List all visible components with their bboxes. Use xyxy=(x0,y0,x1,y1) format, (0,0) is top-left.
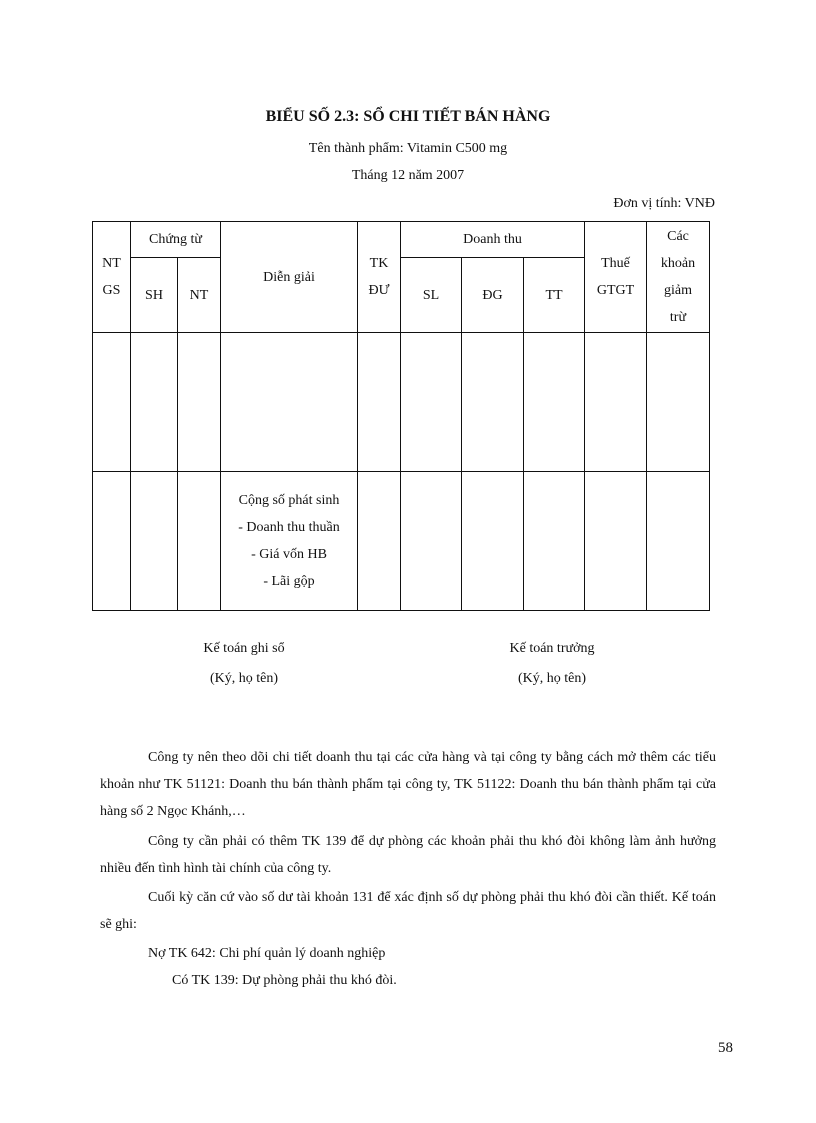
summary-row xyxy=(93,472,710,611)
signature-chief-accountant xyxy=(452,634,652,694)
journal-entry-credit: Có TK 139: Dự phòng phải thu khó đòi. xyxy=(172,973,397,988)
table-cell xyxy=(524,472,585,611)
table-cell xyxy=(93,333,131,472)
table-cell xyxy=(647,333,710,472)
paragraph-period-end-text: Cuối kỳ căn cứ vào số dư tài khoản 131 để xác định số dự phòng phải thu khó đòi cần thiết. Kế toán sẽ ghi: xyxy=(100,890,716,932)
summary-description xyxy=(221,472,358,611)
table-cell xyxy=(178,472,221,611)
product-name-line: Tên thành phẩm: Vitamin C500 mg xyxy=(308,141,508,156)
summary-net-revenue-label: - Doanh thu thuần xyxy=(238,520,340,535)
table-cell xyxy=(401,472,462,611)
paragraph-period-end xyxy=(100,884,716,938)
header-tk-du-line1: TK xyxy=(369,256,389,271)
header-nt-gs xyxy=(93,222,131,333)
header-sl: SL xyxy=(401,258,462,333)
summary-cogs-label: - Giá vốn HB xyxy=(251,547,327,562)
header-giam-tru-line4: trừ xyxy=(669,310,687,325)
header-tk-du-line2: ĐƯ xyxy=(368,283,390,298)
header-giam-tru-line2: khoản xyxy=(660,256,696,271)
table-cell xyxy=(462,333,524,472)
table-cell xyxy=(585,333,647,472)
header-dg: ĐG xyxy=(462,258,524,333)
sales-ledger-table xyxy=(92,221,710,611)
signature-bookkeeper-title: Kế toán ghi sổ xyxy=(203,641,285,656)
table-row xyxy=(93,333,710,472)
table-cell xyxy=(358,333,401,472)
document-title: BIỂU SỐ 2.3: SỔ CHI TIẾT BÁN HÀNG xyxy=(265,108,551,125)
table-cell xyxy=(221,333,358,472)
table-cell xyxy=(358,472,401,611)
summary-gross-profit-label: - Lãi gộp xyxy=(263,574,315,589)
table-cell xyxy=(647,472,710,611)
signature-chief-accountant-title: Kế toán trưởng xyxy=(509,641,595,656)
paragraph-revenue-tracking-text: Công ty nên theo dõi chi tiết doanh thu tại các cửa hàng và tại công ty bằng cách mở thêm các tiểu khoản như TK 51121: Doanh thu bán thành phẩm tại công ty, TK 51122: Doanh thu bán thành phẩm tại cửa hàng số 2 Ngọc Khánh,… xyxy=(100,750,716,819)
currency-unit-line: Đơn vị tính: VNĐ xyxy=(613,196,715,211)
header-thue-line2: GTGT xyxy=(596,283,635,298)
paragraph-provision-account xyxy=(100,828,716,882)
signature-bookkeeper-note: (Ký, họ tên) xyxy=(209,671,279,686)
table-cell xyxy=(178,333,221,472)
header-giam-tru xyxy=(647,222,710,333)
table-cell xyxy=(401,333,462,472)
signature-chief-accountant-note: (Ký, họ tên) xyxy=(517,671,587,686)
header-thue-gtgt xyxy=(585,222,647,333)
header-tk-du xyxy=(358,222,401,333)
paragraph-provision-account-text: Công ty cần phải có thêm TK 139 để dự phòng các khoản phải thu khó đòi không làm ảnh hưởng nhiều đến tình hình tài chính của công ty. xyxy=(100,834,716,876)
table-cell xyxy=(131,333,178,472)
period-line: Tháng 12 năm 2007 xyxy=(351,168,465,183)
header-nt-gs-line2: GS xyxy=(102,283,121,298)
journal-entry-debit: Nợ TK 642: Chi phí quản lý doanh nghiệp xyxy=(148,946,386,961)
summary-total-label: Cộng số phát sinh xyxy=(238,493,340,508)
table-cell xyxy=(524,333,585,472)
header-tt: TT xyxy=(524,258,585,333)
header-nt: NT xyxy=(178,258,221,333)
header-doanh-thu: Doanh thu xyxy=(401,222,585,258)
header-giam-tru-line1: Các xyxy=(667,229,689,244)
table-cell xyxy=(93,472,131,611)
table-cell xyxy=(462,472,524,611)
page-number: 58 xyxy=(718,1040,733,1056)
header-chung-tu: Chứng từ xyxy=(131,222,221,258)
header-sh: SH xyxy=(131,258,178,333)
table-cell xyxy=(131,472,178,611)
header-giam-tru-line3: giảm xyxy=(664,283,692,298)
header-nt-gs-line1: NT xyxy=(102,256,121,271)
paragraph-revenue-tracking xyxy=(100,744,716,825)
header-thue-line1: Thuế xyxy=(601,256,630,271)
header-dien-giai: Diễn giải xyxy=(221,222,358,333)
table-cell xyxy=(585,472,647,611)
signature-bookkeeper xyxy=(144,634,344,694)
